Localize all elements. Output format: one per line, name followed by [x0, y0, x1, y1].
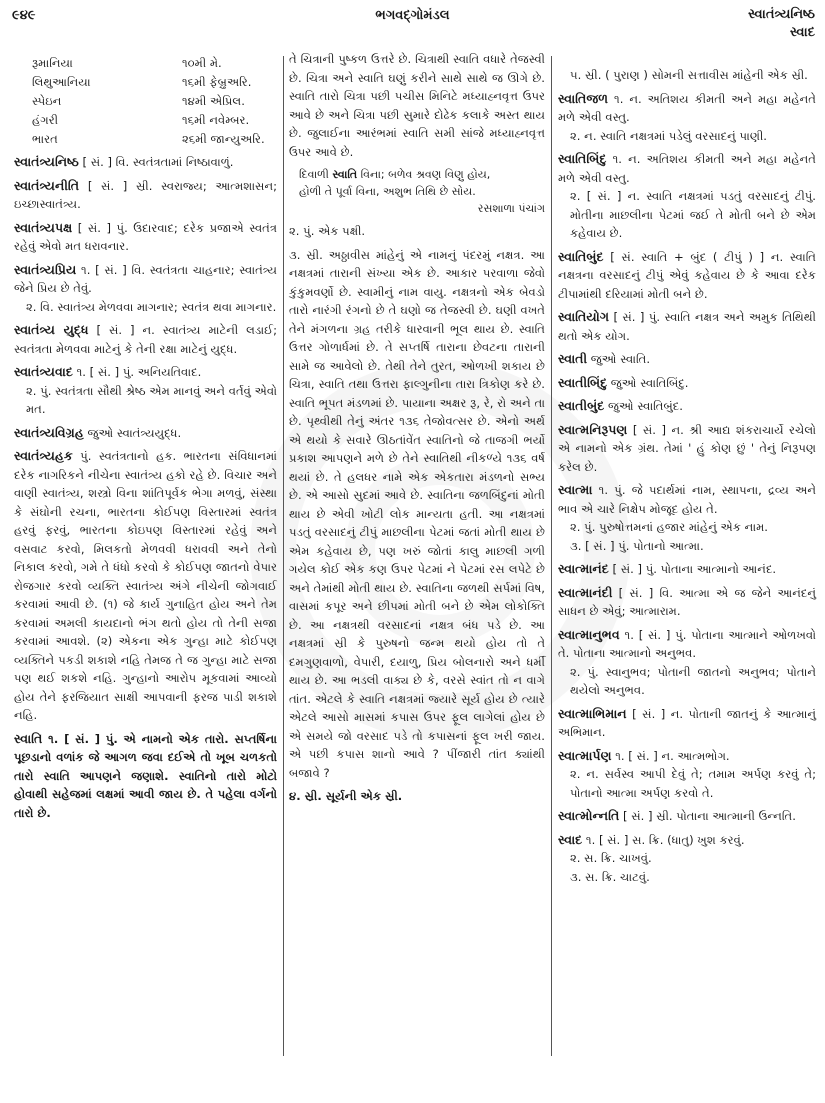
table-cell-date: ૧૦મી મે.	[182, 56, 222, 70]
dictionary-entry	[14, 219, 277, 256]
sub-sense: ૨. પું. પુરુષોત્તમનાં હજાર માંહેનું એક નામ.	[570, 520, 768, 534]
dictionary-entry	[558, 807, 816, 826]
definition: [ સં. ] ન. શ્રી આદ્ય શંકરાચાર્યે રચેલો એ નામનો એક ગ્રંથ. તેમાં ' હું કોણ છું ' તેનું નિરૂપણ કરેલ છે.	[558, 422, 816, 474]
column-left	[14, 50, 277, 827]
headword: સ્વાતંત્ર્યપક્ષ	[14, 219, 73, 235]
headword: સ્વાત્માર્પણ	[558, 747, 612, 763]
headword: સ્વાતીબિંદુ	[558, 374, 608, 390]
definition: ૧. ન. અતિશય કીમતી અને મહા મહેનતે મળે એવી વસ્તુ.	[558, 91, 816, 124]
headword: સ્વાતંત્ર્યહક	[14, 448, 73, 463]
definition: ૧. [ સં. ] વિ. સ્વતંત્રતા ચાહનાર; સ્વાતંત્ર્ય જેને પ્રિય છે તેવું.	[14, 262, 277, 295]
table-cell-date: ૧૬મી નવેમ્બર.	[182, 113, 250, 127]
headword: સ્વાતિજળ	[558, 90, 609, 106]
page-header	[0, 0, 825, 52]
headword: સ્વાત્માનુભવ	[558, 626, 620, 642]
headword: સ્વાતિ	[14, 730, 43, 746]
definition: [ સં. ] પું. સ્વાતિ નક્ષત્ર અને અમુક તિથિથી થતો એક યોગ.	[558, 310, 816, 343]
headword: સ્વાત્માનંદી	[558, 584, 613, 600]
dictionary-entry	[558, 421, 816, 477]
sub-sense: ૨. સ. ક્રિ. ચાખવું.	[570, 851, 652, 865]
definition: [ સં. ] વિ. આત્મા એ જ જેને આનંદનું સાધન છે એવું; આત્મારામ.	[558, 585, 816, 618]
column-middle	[289, 50, 545, 811]
dictionary-entry	[558, 150, 816, 243]
headword: સ્વાત્મનિરૂપણ	[558, 421, 628, 437]
sub-sense: ૩. સ. ક્રિ. ચાટવું.	[570, 869, 650, 884]
definition: જુઓ સ્વાતિબિંદુ.	[607, 375, 689, 390]
table-cell-country: રૂમાનિયા	[32, 56, 73, 70]
definition: જુઓ સ્વાતંત્ર્યયુદ્ધ.	[83, 425, 182, 440]
dictionary-entry	[14, 261, 277, 317]
sub-sense: ૨. પું. એક પક્ષી.	[289, 224, 366, 238]
definition: ૧. [ સં. ] પું. એ નામનો એક તારો. સપ્તર્ષિના પૂછડાનો વળાંક જે આગળ જવા દઈએ તો ખૂબ ચળકતો તારો સ્વાતિ આપણને જણાશે. સ્વાતિનો તારો મોટો હોવાથી સહેજમાં લક્ષમાં આવી જાય છે. તે પહેલા વર્ગનો તારો છે.	[14, 731, 277, 820]
dictionary-entry	[14, 424, 277, 443]
headword: સ્વાત્મોન્નતિ	[558, 808, 620, 823]
definition: [ સં. ] પું. ઉદારવાદ; દરેક પ્રજાએ સ્વતંત્ર રહેવું એવો મત ધરાવનાર.	[14, 220, 277, 253]
definition: ૧. [ સં. ] ન. આત્મભોગ.	[611, 748, 730, 763]
headword: સ્વાતંત્ર્યનીતિ	[14, 177, 80, 193]
table-cell-country: સ્પેઇન	[32, 94, 62, 108]
definition: [ સં. ] ન. સ્વાતંત્ર્ય માટેની લડાઈ; સ્વતંત્રતા મેળવવા માટેનું કે તેની રક્ષા માટેનું યુદ્ધ.	[14, 323, 277, 356]
definition: ૧. ન. અતિશય કીમતી અને મહા મહેનતે મળે એવી વસ્તુ.	[558, 152, 816, 185]
guide-word-first: સ્વાતંત્ર્યનિષ્ઠ	[748, 7, 815, 22]
sub-sense: ૩. સ્રી. અઠ્ઠાવીસ માંહેનું એ નામનું પંદરમું નક્ષત્ર. આ નક્ષત્રમાં તારાની સંખ્યા એક છે. આકાર પરવાળા જેવો કુંકુમવર્ણો છે. સ્વામીનું નામ વાયુ. નક્ષત્રનો એક બેવડો તારો નારંગી રંગનો છે તે ઘણો જ તેજસ્વી છે. ઘણી વખતે તેને મંગળના ગ્રહ તરીકે ધારવાની ભૂલ થાય છે. સ્વાતિ ઉત્તર ગોળાર્ધમાં છે. તે સપ્તર્ષિ તારાના છેવટના તારાની સામે જ આવેલો છે. તેથી તેને તુરત, ઓળખી શકાય છે ચિત્રા, સ્વાતિ તથા ઉત્તરા ફાલ્ગુનીના તારા ત્રિકોણ કરે છે. સ્વાતિ ભૂપત મંડળમાં છે. પાયાના અક્ષર રૂ, રે, રો અને તા છે. પૃથ્વીથી તેનું અંતર ૧૩૬ તેજોવત્સર છે. એનો અર્થ એ થયો કે સવારે ઊઠતાંવેંત સ્વાતિનો જે તાજગી ભર્યો પ્રકાશ આપણને મળે છે તેને સ્વાતિથી નીકળ્યે ૧૩૬ વર્ષ થયાં છે. તે હલધર નામે એક એકતારા મંડળનો સભ્ય છે. એ આસો સુદમાં આવે છે. સ્વાતિના જળબિંદુનાં મોતી થાય છે એવી ખોટી લોક માન્યતા હતી. આ નક્ષત્રમાં પડતું વરસાદનું ટીપું માછલીના પેટમાં જતાં મોતી થાય છે એમ કહેવાય છે, પણ ખરું જોતાં કાલુ માછલી ગળી ગયેલ કોઈ એક કણ ઉપર પેટમાં ને પેટમાં રસ લપેટે છે અને તેમાંથી મોતી થાય છે. સ્વાતિના જળથી સર્પમાં વિષ, વાસમાં કપૂર અને છીપમાં મોતી બને છે એમ લોકોક્તિ છે. આ નક્ષત્રથી વરસાદનાં નક્ષત્ર બંધ પડે છે. આ નક્ષત્રમાં સ્રી કે પુરુષનો જન્મ થયો હોય તો તે દમગુણવાળો, વેપારી, દયાળુ, પ્રિય બોલનારો અને ધર્મી થાય છે. આ ભડલી વાક્ય છે કે, વરસે સ્વાંત તો ન વાગે તાંત. એટલે કે સ્વાતિ નક્ષત્રમાં જ્યારે સૂર્ય હોય છે ત્યારે એટલે આસો માસમાં કપાસ ઉપર ફૂલ લાગેલાં હોય છે એ સમયે જો વરસાદ પડે તો કપાસનાં ફૂલ ખરી જાય. એ પછી કપાસ શાનો આવે ? પીંજારી તાંત ક્યાંથી બજાવે ?	[289, 247, 545, 780]
dictionary-entry	[558, 397, 816, 416]
definition: [ સં. ] સ્રી. પોતાના આત્માની ઉન્નતિ.	[619, 809, 796, 823]
headword: સ્વાતંત્ર્યપ્રિય	[14, 261, 77, 277]
dictionary-entry	[558, 308, 816, 345]
quote-source: રસશાળા પંચાંગ	[477, 202, 545, 215]
column-divider	[551, 56, 552, 1056]
headword: સ્વાતિબુંદ	[558, 248, 604, 264]
dictionary-entry	[14, 177, 277, 214]
dictionary-entry	[14, 153, 277, 172]
dictionary-entry	[558, 584, 816, 621]
verse-text: વિના; બળેવ શ્રવણ વિણુ હોય,	[357, 168, 491, 181]
headword: સ્વાદ	[558, 831, 583, 847]
definition: ૧. [ સં. ] પું. પોતાના આત્માને ઓળખવો તે. પોતાના આત્માનો અનુભવ.	[558, 627, 816, 660]
sub-sense: ૨. પું. સ્વતંત્રતા સૌથી શ્રેષ્ઠ એમ માનવું અને વર્તવું એવો મત.	[26, 383, 277, 416]
dictionary-entry	[14, 447, 277, 725]
definition: ૧. પું. જે પદાર્થમાં નામ, સ્થાપના, દ્રવ્ય અને ભાવ એ ચારે નિક્ષેપ મોજૂદ હોય તે.	[558, 483, 816, 516]
definition: જુઓ સ્વાતિબુંદ.	[604, 399, 683, 413]
headword: સ્વાતંત્ર્યવિગ્રહ	[14, 424, 84, 440]
headword: સ્વાત્માનંદ	[558, 561, 609, 576]
table-cell-country: લિથુઆનિયા	[32, 75, 91, 89]
dictionary-entry	[558, 248, 816, 304]
definition: [ સં. ] સ્રી. સ્વરાજ્ય; આત્મશાસન; ઇચ્છાસ્વાતંત્ર્ય.	[14, 178, 277, 211]
sub-sense: ૨. ન. સ્વાતિ નક્ષત્રમાં પડેલું વરસાદનું પાણી.	[570, 128, 767, 143]
running-title: ભગવદ્ગોમંડલ	[375, 8, 450, 23]
definition-continuation: તે ચિત્રાની પુષ્કળ ઉત્તરે છે. ચિત્રાથી સ્વાતિ વધારે તેજસ્વી છે. ચિત્રા અને સ્વાતિ ઘણું કરીને સાથે સાથે જ ઊગે છે. સ્વાતિ તારો ચિત્રા પછી પચીસ મિનિટે મધ્યાહ્નવૃત્ત ઉપર આવે છે અને ચિત્રા પછી સુમારે દોઢેક કલાકે અસ્ત થાય છે. જુલાઈના આરંભમાં સ્વાતિ સમી સાંજે મધ્યાહ્નવૃત્ત ઉપર આવે છે.	[289, 52, 545, 159]
definition: [ સં. ] વિ. સ્વતંત્રતામાં નિષ્ઠાવાળું.	[78, 155, 234, 169]
headword: સ્વાતિયોગ	[558, 309, 610, 324]
sub-sense: ૫. સ્રી. ( પુરાણ ) સોમની સત્તાવીસ માંહેની એક સ્રી.	[570, 68, 808, 82]
dictionary-entry	[558, 626, 816, 700]
dictionary-entry	[14, 730, 277, 823]
verse-line: હોળી તે પૂર્વા વિના, અશુભ તિથિ છે સોય.	[299, 185, 476, 198]
definition: [ સં. સ્વાતિ + બુંદ ( ટીપું ) ] ન. સ્વાતિ નક્ષત્રના વરસાદનું ટીપું એવું કહેવાય છે કે આવા દરેક ટીપામાંથી દરિયામાં મોતી બને છે.	[558, 249, 816, 301]
headword: સ્વાત્મા	[558, 482, 593, 497]
dictionary-entry	[14, 363, 277, 419]
sub-sense: ૨. પું. સ્વાનુભવ; પોતાની જાતનો અનુભવ; પોતાને થયેલો અનુભવ.	[570, 664, 816, 697]
independence-days-table	[14, 54, 277, 149]
headword: સ્વાતંત્ર્યનિષ્ઠ	[14, 154, 79, 169]
headword: સ્વાતી	[558, 351, 588, 366]
dictionary-entry	[558, 560, 816, 579]
dictionary-entry	[14, 321, 277, 358]
verse-quote	[289, 166, 545, 200]
sub-sense: ૪. સ્રી. સૂર્યની એક સ્રી.	[289, 789, 403, 803]
definition: [ સં. ] પું. પોતાના આત્માનો આનંદ.	[608, 562, 777, 576]
guide-words	[748, 6, 815, 42]
headword: સ્વાતિબિંદુ	[558, 151, 607, 166]
verse-highlight: સ્વાતિ	[332, 168, 358, 181]
dictionary-entry	[558, 350, 816, 369]
headword: સ્વાતંત્ર્ય યુદ્ધ	[14, 322, 89, 337]
table-cell-country: હંગરી	[32, 113, 59, 127]
table-cell-country: ભારત	[32, 132, 58, 146]
headword: સ્વાત્માભિમાન	[558, 705, 627, 721]
dictionary-entry	[558, 481, 816, 555]
column-divider	[283, 56, 284, 1056]
definition: જુઓ સ્વાતિ.	[587, 352, 651, 366]
sub-sense: ૨. ન. સર્વસ્વ આપી દેવું તે; તમામ અર્પણ કરવું તે; પોતાનો આત્મા અર્પણ કરવો તે.	[570, 767, 816, 800]
definition: ૧. [ સં. ] સ. ક્રિ. (ધાતુ) ખુશ કરવું.	[582, 832, 745, 847]
table-cell-date: ૧૬મી ફેબ્રુઅરિ.	[182, 75, 252, 89]
dictionary-entry	[558, 90, 816, 146]
verse-line	[299, 166, 545, 183]
headword: સ્વાતંત્ર્યવાદ	[14, 364, 73, 379]
table-cell-date: ૨૬મી જાન્યુઅરિ.	[182, 132, 265, 146]
dictionary-entry	[558, 831, 816, 887]
column-right	[558, 66, 816, 891]
definition: ૧. [ સં. ] પું. અનિયતિવાદ.	[72, 365, 202, 379]
dictionary-entry	[558, 374, 816, 393]
sub-sense: ૨. [ સં. ] ન. સ્વાતિ નક્ષત્રમાં પડતું વરસાદનું ટીપું. મોતીના માછલીના પેટમાં જઈ તે મોતી બને છે એમ કહેવાય છે.	[570, 189, 816, 240]
headword: સ્વાતીબુંદ	[558, 398, 605, 413]
dictionary-entry	[558, 705, 816, 742]
definition: [ સં. ] ન. પોતાની જાતનું કે આત્માનું અભિમાન.	[558, 706, 816, 739]
page-number: ૯૪૯	[12, 8, 36, 23]
guide-word-last: સ્વાદ	[790, 25, 815, 40]
table-cell-date: ૧૪મી એપ્રિલ.	[182, 94, 245, 108]
verse-text: દિવાળી	[299, 168, 333, 181]
dictionary-entry	[558, 747, 816, 803]
definition: પું. સ્વતંત્રતાનો હક. ભારતના સંવિધાનમાં દરેક નાગરિકને નીચેના સ્વાતંત્ર્ય હકો રહે છે. વિચાર અને વાણી સ્વાતંત્ર્ય, શસ્ત્રો વિના શાંતિપૂર્વક ભેગા મળવું, સંસ્થા કે સંઘોની રચના, ભારતના કોઈપણ વિસ્તારમાં સ્વતંત્ર હરવું ફરવું, ભારતના કોઇપણ વિસ્તારમાં રહેવું અને વસવાટ કરવો, મિલકતો મેળવવી ધરાવવી અને તેનો નિકાલ કરવો, ગમે તે ધંધો કરવો કે કોઈપણ જાતનો વેપાર રોજગાર કરવો વ્યક્તિ સ્વાતંત્ર્ય અંગે નીચેની જોગવાઈ કરવામાં આવી છે. (૧) જે કાર્ય ગુનાહિત હોય અને તેમ કરવામાં અમલી કાયદાનો ભંગ થતો હોય તો તેની સજા કરવામાં આવશે. (૨) એકના એક ગુન્હા માટે કોઈપણ વ્યક્તિને પકડી શકાશે નહિ તેમજ તે જ ગુન્હા માટે સજા પણ થઈ શકશે નહિ. ગુન્હાનો આરોપ મૂકવામાં આવ્યો હોય તેને ફરજિયાત સાક્ષી આપવાની ફરજ પાડી શકાશે નહિ.	[14, 449, 277, 722]
sub-sense: ૩. [ સં. ] પું. પોતાનો આત્મા.	[570, 538, 704, 553]
sub-sense: ૨. વિ. સ્વાતંત્ર્ય મેળવવા માગનાર; સ્વતંત્ર થવા માગનાર.	[26, 299, 277, 314]
